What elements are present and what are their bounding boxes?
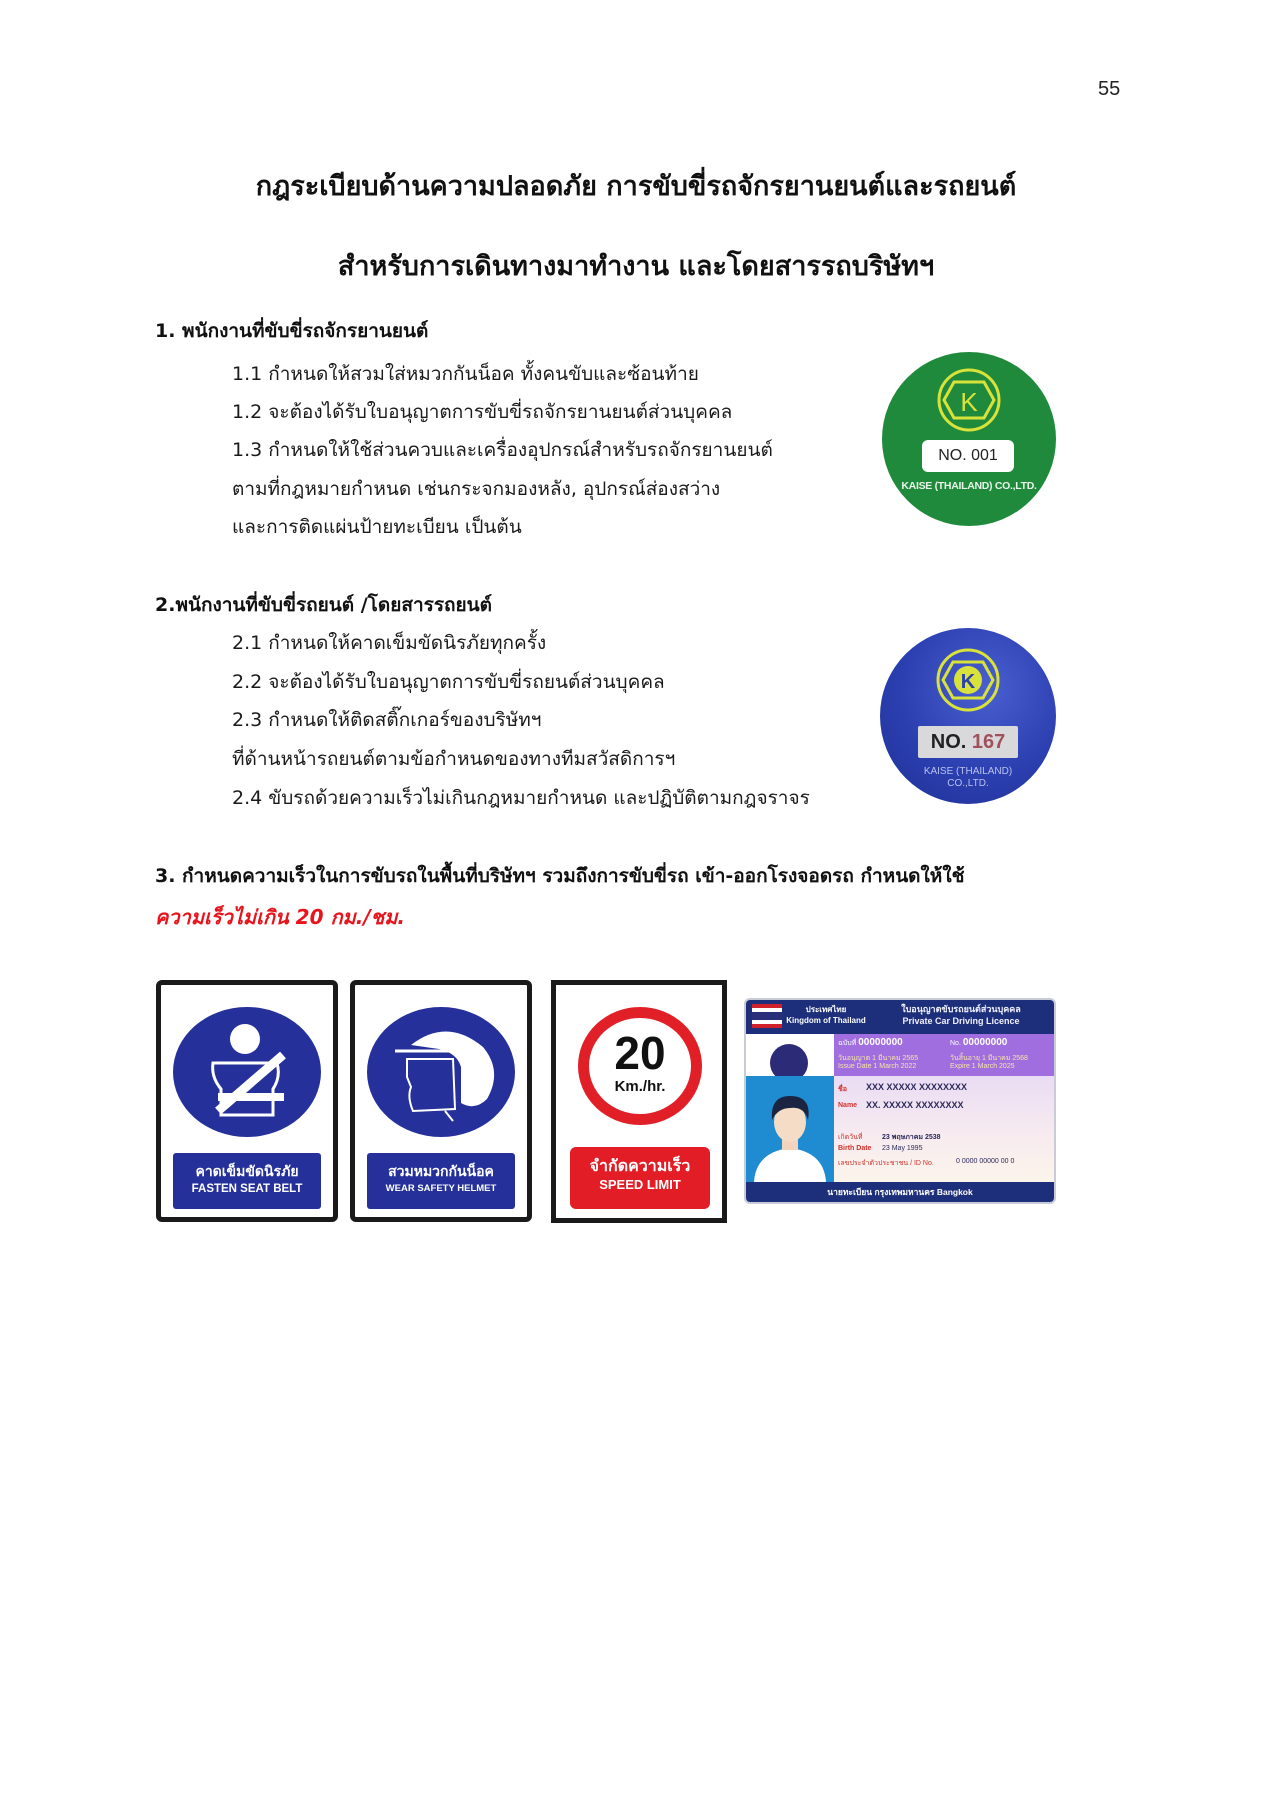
licence-footer: นายทะเบียน กรุงเทพมหานคร Bangkok [746,1182,1054,1202]
section1-item: 1.3 กำหนดให้ใช้ส่วนควบและเครื่องอุปกรณ์สำหรับรถจักรยานยนต์ [232,439,773,461]
sign-label: คาดเข็มขัดนิรภัย FASTEN SEAT BELT [173,1153,321,1209]
licence-header: ประเทศไทย Kingdom of Thailand ใบอนุญาตขับรถยนต์ส่วนบุคคล Private Car Driving Licence [746,1000,1054,1034]
sign-fasten-seat-belt [156,980,338,1222]
licence-details: ชื่อ XXX XXXXX XXXXXXXX Name XX. XXXXX XXXXXXXX เกิดวันที่ 23 พฤษภาคม 2538 Birth Date 23 May 1995 เลขประจำตัวประชาชน / ID No. 0 0000 00000 00 0 [834,1076,1054,1182]
speed-limit-highlight: ความเร็วไม่เกิน 20 กม./ชม. [155,905,405,929]
licence-number-panel: ฉบับที่ 00000000 No. 00000000 วันอนุญาต 1 มีนาคม 2565 วันสิ้นอายุ 1 มีนาคม 2568 Issue Date 1 March 2022 Expire 1 March 2025 [834,1034,1054,1076]
sign-label: สวมหมวกกันน็อค WEAR SAFETY HELMET [367,1153,515,1209]
svg-text:K: K [960,671,976,693]
driving-licence-card [744,998,1056,1204]
thai-flag-icon [752,1004,782,1028]
seat-belt-icon [173,1007,321,1137]
company-sticker-blue [880,628,1056,804]
person-photo-icon [746,1076,834,1182]
section1-item: และการติดแผ่นป้ายทะเบียน เป็นต้น [232,516,522,538]
section1-item: 1.1 กำหนดให้สวมใส่หมวกกันน็อค ทั้งคนขับและซ้อนท้าย [232,363,699,385]
section2-item: 2.3 กำหนดให้ติดสติ๊กเกอร์ของบริษัทฯ [232,709,542,731]
page-title-line2: สำหรับการเดินทางมาทำงาน และโดยสารรถบริษัทฯ [337,251,935,282]
company-sticker-green [882,352,1056,526]
section1-heading: 1. พนักงานที่ขับขี่รถจักรยานยนต์ [155,320,429,342]
sign-wear-safety-helmet [350,980,532,1222]
section2-item: ที่ด้านหน้ารถยนต์ตามข้อกำหนดของทางทีมสวัสดิการฯ [232,748,676,770]
section1-item: ตามที่กฎหมายกำหนด เช่นกระจกมองหลัง, อุปกรณ์ส่องสว่าง [232,478,721,500]
section3-text: 3. กำหนดความเร็วในการขับรถในพื้นที่บริษัทฯ รวมถึงการขับขี่รถ เข้า-ออกโรงจอดรถ กำหนดให้ใช้ [155,865,965,887]
sign-label: จำกัดความเร็ว SPEED LIMIT [570,1147,710,1209]
kaise-logo-icon [882,352,1056,526]
section2-heading: 2.พนักงานที่ขับขี่รถยนต์ /โดยสารรถยนต์ [155,594,492,616]
svg-text:K: K [960,387,978,417]
section2-item: 2.1 กำหนดให้คาดเข็มขัดนิรภัยทุกครั้ง [232,632,547,654]
section2-item: 2.4 ขับรถด้วยความเร็วไม่เกินกฎหมายกำหนด และปฏิบัติตามกฎจราจร [232,787,810,809]
page-title-line1: กฎระเบียบด้านความปลอดภัย การขับขี่รถจักรยานยนต์และรถยนต์ [255,171,1017,202]
speed-limit-icon: 20 Km./hr. [578,1007,702,1125]
sticker-number: NO. 001 [922,440,1014,472]
page-number: 55 [1098,78,1121,100]
sticker-company: KAISE (THAILAND) CO.,LTD. [923,766,1013,789]
sticker-number: NO. 167 [918,726,1018,758]
section2-item: 2.2 จะต้องได้รับใบอนุญาตการขับขี่รถยนต์ส่วนบุคคล [232,671,665,693]
section1-item: 1.2 จะต้องได้รับใบอนุญาตการขับขี่รถจักรยานยนต์ส่วนบุคคล [232,401,733,423]
sign-speed-limit [551,980,727,1223]
helmet-icon [367,1007,515,1137]
sticker-company: KAISE (THAILAND) CO.,LTD. [901,480,1037,492]
